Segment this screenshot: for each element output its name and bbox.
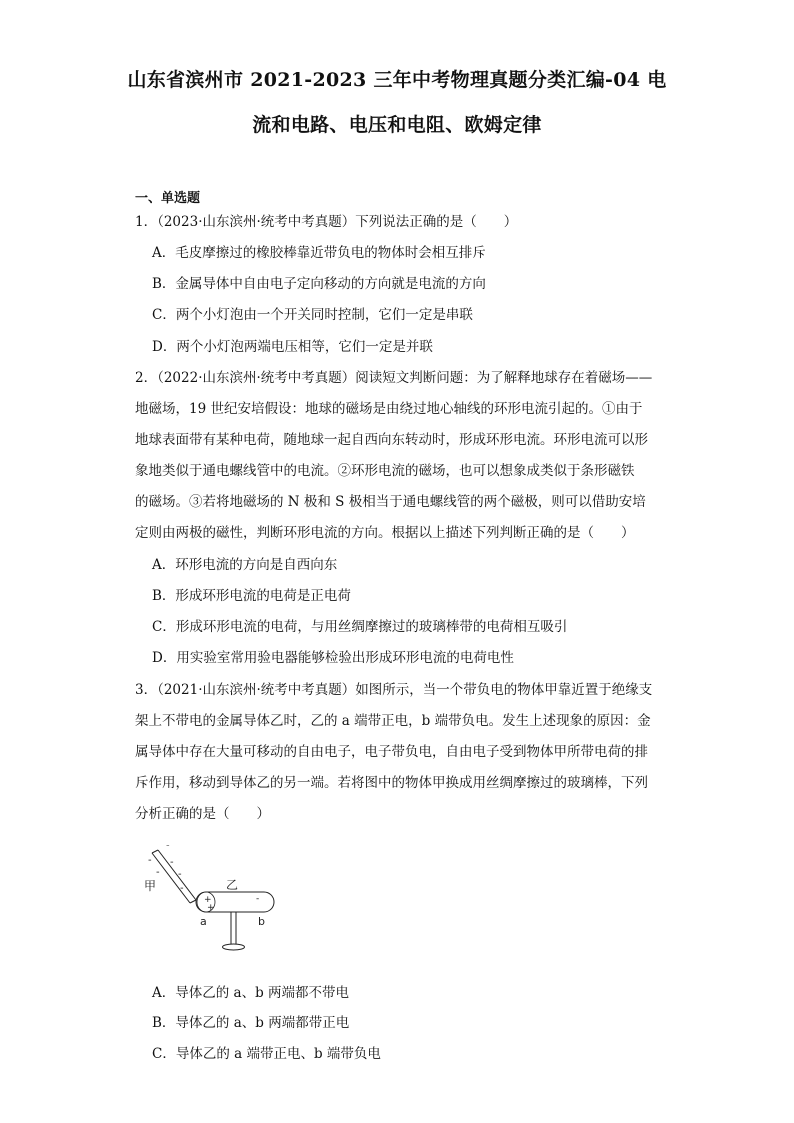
label-b: b [258,915,265,928]
question-3-stem-line-3: 属导体中存在大量可移动的自由电子，电子带负电，自由电子受到物体甲所带电荷的排 [135,744,648,760]
insulating-stand [223,912,245,950]
rod-minus-sign: - [166,845,170,851]
label-a: a [200,915,207,928]
question-1-option-b: B．金属导体中自由电子定向移动的方向就是电流的方向 [152,276,486,292]
question-2-stem-line-3: 地球表面带有某种电荷，随地球一起自西向东转动时，形成环形电流。环形电流可以形 [135,432,648,448]
question-2-option-b: B．形成环形电流的电荷是正电荷 [152,588,351,604]
rod-minus-sign: - [148,855,152,866]
question-1-option-c: C．两个小灯泡由一个开关同时控制，它们一定是串联 [152,307,473,323]
rod-minus-sign: - [170,857,174,868]
document-title-line-2: 流和电路、电压和电阻、欧姆定律 [252,114,542,136]
question-2-stem-line-4: 象地类似于通电螺线管中的电流。②环形电流的磁场，也可以想象成类似于条形磁铁 [135,463,635,479]
question-2-option-d: D．用实验室常用验电器能够检验出形成环形电流的电荷电性 [152,650,514,666]
conductor-plus-sign: + [204,895,212,905]
document-title-line-1: 山东省滨州市 2021-2023 三年中考物理真题分类汇编-04 电 [127,69,667,91]
question-3-option-a: A．导体乙的 a、b 两端都不带电 [152,985,350,1001]
question-3-option-c: C．导体乙的 a 端带正电、b 端带负电 [152,1046,381,1062]
label-yi: 乙 [226,878,239,892]
section-heading: 一、单选题 [135,191,201,206]
question-2-stem-line-5: 的磁场。③若将地磁场的 N 极和 S 极相当于通电螺线管的两个磁极，则可以借助安培 [135,494,646,510]
question-1-option-d: D．两个小灯泡两端电压相等，它们一定是并联 [152,339,433,355]
question-3-option-b: B．导体乙的 a、b 两端都带正电 [152,1015,350,1031]
question-1-option-a: A．毛皮摩擦过的橡胶棒靠近带负电的物体时会相互排斥 [152,245,486,261]
question-3-stem-line-2: 架上不带电的金属导体乙时，乙的 a 端带正电，b 端带负电。发生上述现象的原因：金 [135,713,651,729]
conductor-plus-sign: + [207,903,215,913]
question-1-stem: 1．（2023·山东滨州·统考中考真题）下列说法正确的是（ ） [135,214,518,230]
question-2-stem-line-1: 2．（2022·山东滨州·统考中考真题）阅读短文判断问题：为了解释地球存在着磁场—— [135,370,653,386]
rod-minus-sign: - [180,883,184,894]
question-3-stem-line-5: 分析正确的是（ ） [135,806,270,822]
rod-minus-sign: - [178,869,182,880]
question-2-option-a: A．环形电流的方向是自西向东 [152,557,338,573]
conductor-minus-sign: - [256,894,260,904]
question-3-stem-line-4: 斥作用，移动到导体乙的另一端。若将图中的物体甲换成用丝绸摩擦过的玻璃棒，下列 [135,775,648,791]
question-2-stem-line-2: 地磁场，19 世纪安培假设：地球的磁场是由绕过地心轴线的环形电流引起的。①由于 [135,401,643,417]
label-jia: 甲 [144,879,157,893]
question-2-stem-line-6: 定则由两极的磁性，判断环形电流的方向。根据以上描述下列判断正确的是（ ） [135,525,635,541]
rod-minus-sign: - [156,867,160,878]
conductor-diagram [140,845,290,955]
question-3-stem-line-1: 3．（2021·山东滨州·统考中考真题）如图所示，当一个带负电的物体甲靠近置于绝缘支 [135,682,653,698]
question-2-option-c: C．形成环形电流的电荷，与用丝绸摩擦过的玻璃棒带的电荷相互吸引 [152,619,568,635]
